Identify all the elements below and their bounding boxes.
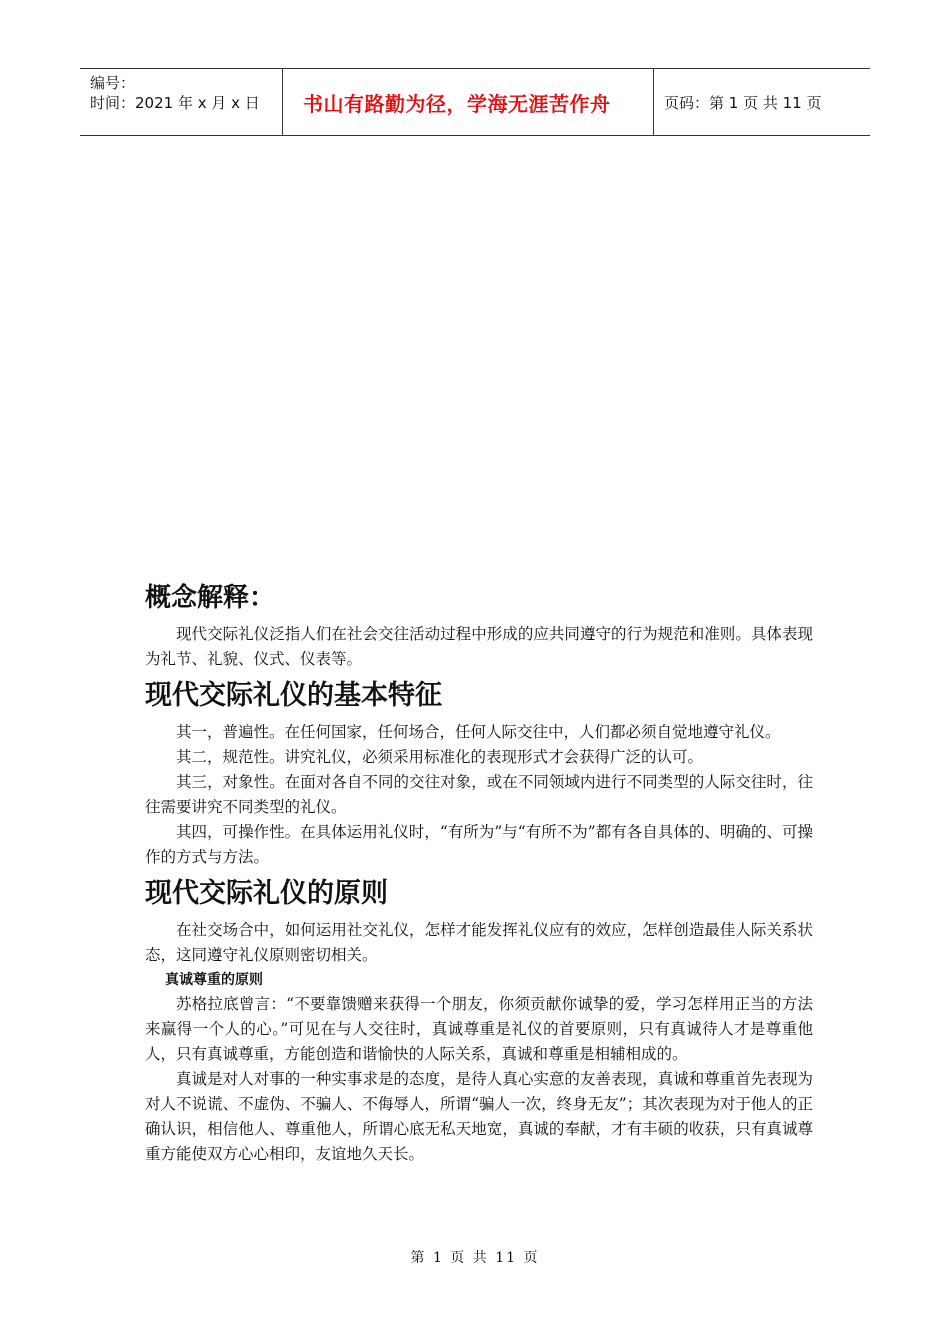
features-heading: 现代交际礼仪的基本特征 — [145, 680, 442, 711]
document-body — [145, 580, 813, 1167]
feature-paragraph: 其二，规范性。讲究礼仪，必须采用标准化的表现形式才会获得广泛的认可。 — [176, 748, 704, 766]
header-motto-cell — [282, 69, 654, 135]
feature-paragraph: 其四，可操作性。在具体运用礼仪时，“有所为”与“有所不为”都有各自具体的、明确的、可操作的方式与方法。 — [145, 823, 813, 866]
principles-intro: 在社交场合中，如何运用社交礼仪，怎样才能发挥礼仪应有的效应，怎样创造最佳人际关系状态，这同遵守礼仪原则密切相关。 — [145, 921, 813, 964]
header-meta — [80, 69, 282, 135]
motto: 书山有路勤为径，学海无涯苦作舟 — [303, 91, 611, 116]
number-label: 编号： — [90, 74, 136, 92]
sincere-paragraph: 真诚是对人对事的一种实事求是的态度，是待人真心实意的友善表现，真诚和尊重首先表现为对人不说谎、不虚伪、不骗人、不侮辱人，所谓“骗人一次，终身无友”；其次表现为对于他人的正确认识，相信他人、尊重他人，所谓心底无私天地宽，真诚的奉献，才有丰硕的收获，只有真诚尊重方能使双方心心相印，友谊地久天长。 — [145, 1070, 813, 1163]
time-label: 时间：2021 年 x 月 x 日 — [90, 94, 260, 112]
page-footer: 第 1 页 共 11 页 — [410, 1250, 540, 1266]
sincere-subheading: 真诚尊重的原则 — [165, 972, 263, 988]
concept-paragraph: 现代交际礼仪泛指人们在社会交往活动过程中形成的应共同遵守的行为规范和准则。具体表现为礼节、礼貌、仪式、仪表等。 — [145, 625, 813, 668]
feature-paragraph: 其一，普遍性。在任何国家，任何场合，任何人际交往中，人们都必须自觉地遵守礼仪。 — [176, 723, 781, 741]
page-info: 页码：第 1 页 共 11 页 — [664, 93, 822, 112]
sincere-paragraph: 苏格拉底曾言：“不要靠馈赠来获得一个朋友，你须贡献你诚挚的爱，学习怎样用正当的方法来赢得一个人的心。”可见在与人交往时，真诚尊重是礼仪的首要原则，只有真诚待人才是尊重他人，只有真诚尊重，方能创造和谐愉快的人际关系，真诚和尊重是相辅相成的。 — [145, 995, 813, 1063]
header-table — [80, 68, 870, 136]
concept-heading: 概念解释： — [145, 583, 276, 613]
principles-heading: 现代交际礼仪的原则 — [145, 878, 388, 909]
feature-paragraph: 其三，对象性。在面对各自不同的交往对象，或在不同领域内进行不同类型的人际交往时，往往需要讲究不同类型的礼仪。 — [145, 773, 813, 816]
